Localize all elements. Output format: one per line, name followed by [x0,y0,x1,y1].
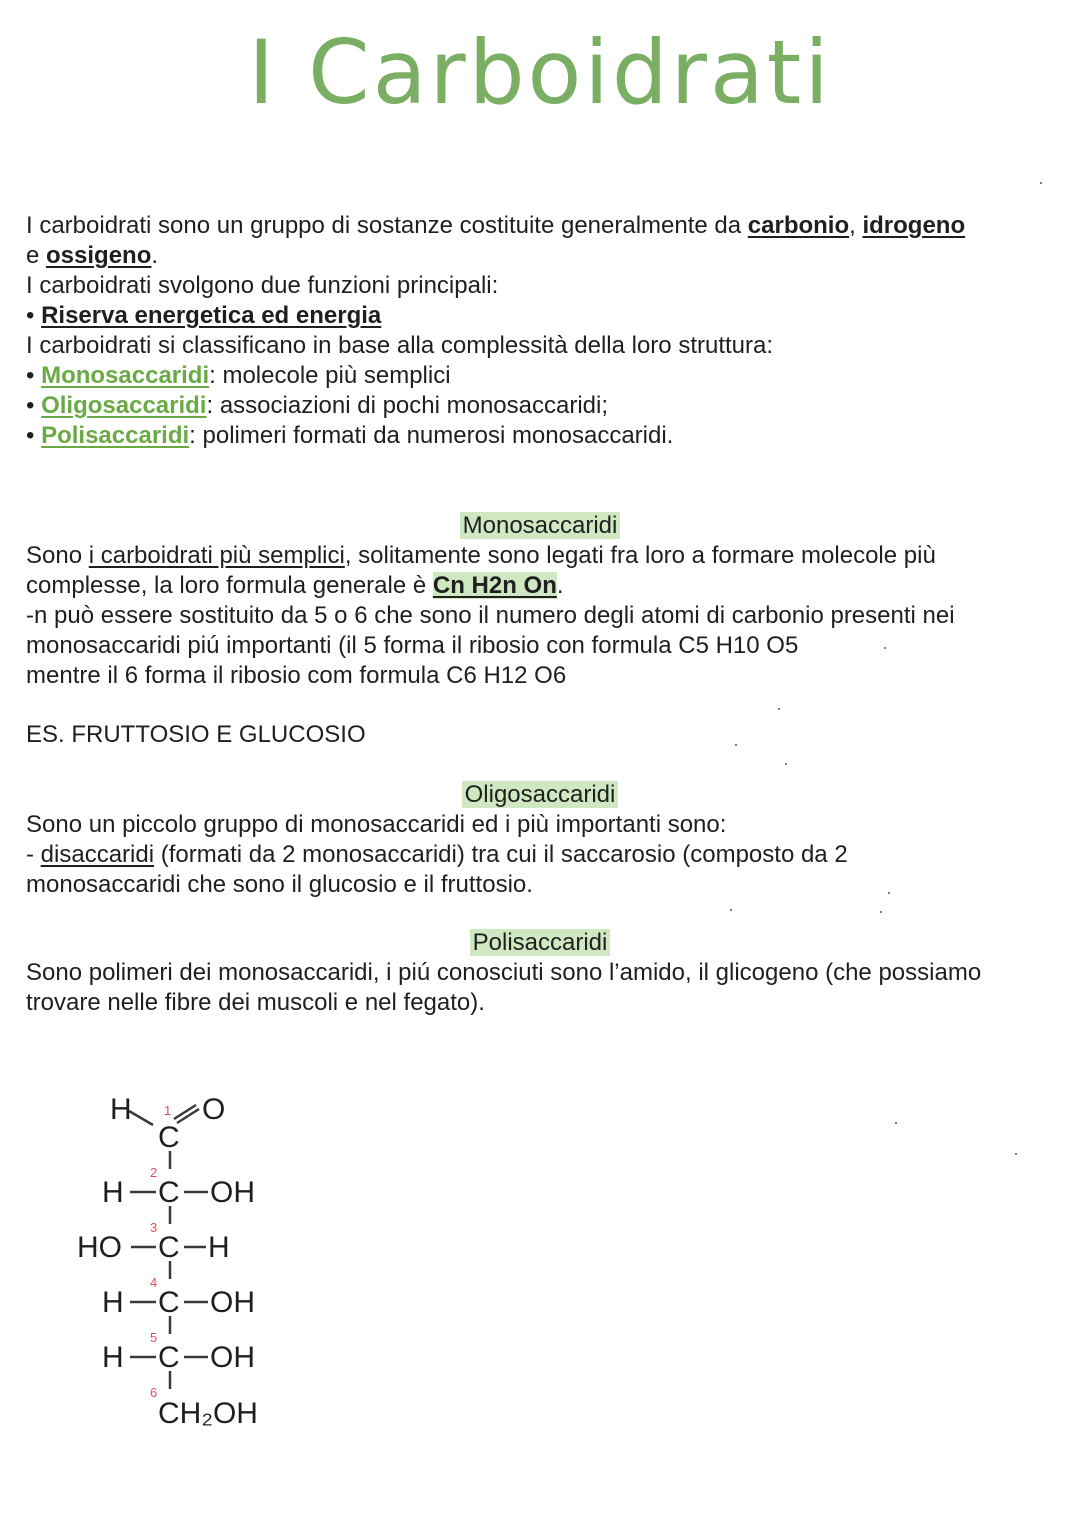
heading-label: Polisaccaridi [470,929,611,956]
comma: , [849,212,856,239]
term-carbonio: carbonio [747,212,850,239]
stray-dot [1040,182,1042,184]
intro-section [26,211,1066,451]
poli-line-2: trovare nelle fibre dei muscoli e nel fegato). [26,989,485,1016]
atom-h: H [110,1093,132,1126]
list-item-polisaccaridi [26,421,1066,451]
list-item-monosaccaridi [26,361,1066,391]
intro-line-4 [26,301,1066,331]
intro-text: I carboidrati sono un gruppo di sostanze costituite generalmente da [26,212,748,239]
period: . [556,572,564,599]
mono-section [26,541,1066,691]
atom-c: C [158,1121,180,1154]
atom-h: H [102,1286,124,1319]
atom-h: H [208,1231,230,1264]
section-heading-polisaccaridi [0,928,1080,958]
stray-dot [895,1122,897,1124]
intro-line-1 [26,211,1066,241]
stray-dot [880,911,882,913]
mono-text: complesse, la loro formula generale è [26,572,433,599]
stray-dot [735,744,737,746]
stray-dot [778,708,780,710]
general-formula: Cn H2n On [432,572,557,599]
term-description: : associazioni di pochi monosaccaridi; [206,392,609,419]
bullet-icon: • [26,302,35,329]
mono-text: Sono [26,542,89,569]
mono-line-5: mentre il 6 forma il ribosio com formula C6 H12 O6 [26,662,567,689]
stray-dot [888,892,890,894]
intro-line-5: I carboidrati si classificano in base alla complessità della loro struttura: [26,332,774,359]
oligo-text: - [26,841,41,868]
oligo-section [26,810,1066,900]
mono-line-3: -n può essere sostituito da 5 o 6 che sono il numero degli atomi di carbonio presenti nei [26,602,955,629]
atom-c: C [158,1286,180,1319]
carbon-number: 3 [150,1220,158,1235]
heading-label: Oligosaccaridi [462,781,619,808]
group-ho: HO [77,1231,122,1264]
atom-h: H [102,1176,124,1209]
group-oh: OH [210,1286,255,1319]
mono-line-1 [26,541,1066,571]
page-title: I Carboidrati [248,21,832,124]
atom-o: O [202,1093,226,1126]
example-text: ES. FRUTTOSIO E GLUCOSIO [26,721,366,748]
atom-c: C [158,1341,180,1374]
carbon-number: 4 [150,1275,158,1290]
stray-dot [1015,1153,1017,1155]
oligo-text: (formati da 2 monosaccaridi) tra cui il saccarosio (composto da 2 [154,841,848,868]
intro-line-3: I carboidrati svolgono due funzioni principali: [26,272,499,299]
bullet-icon: • [26,422,35,449]
mono-line-4: monosaccaridi piú importanti (il 5 forma il ribosio con formula C5 H10 O5 [26,632,799,659]
stray-dot [785,763,787,765]
example-line [26,720,1066,750]
stray-dot [730,909,732,911]
mono-underlined: i carboidrati più semplici [88,542,345,569]
group-oh: OH [210,1176,255,1209]
list-item-oligosaccaridi [26,391,1066,421]
term-ossigeno: ossigeno [46,242,152,269]
atom-c: C [158,1176,180,1209]
intro-line-2 [26,241,1066,271]
atoms [77,1093,258,1430]
intro-text: e [26,242,47,269]
carbon-number: 1 [164,1103,172,1118]
carbon-number: 2 [150,1165,158,1180]
carbon-number: 5 [150,1330,158,1345]
term-monosaccaridi: Monosaccaridi [41,362,210,389]
section-heading-monosaccaridi [0,511,1080,541]
oligo-line-3: monosaccaridi che sono il glucosio e il fruttosio. [26,871,533,898]
bond [129,1111,153,1125]
poli-line-1: Sono polimeri dei monosaccaridi, i piú conosciuti sono l’amido, il glicogeno (che possiamo [26,959,982,986]
oligo-line-2 [26,840,1066,870]
poli-section [26,958,1066,1018]
group-oh: OH [210,1341,255,1374]
term-idrogeno: idrogeno [862,212,966,239]
section-heading-oligosaccaridi [0,780,1080,810]
carbon-number: 6 [150,1385,158,1400]
term-polisaccaridi: Polisaccaridi [41,422,190,449]
bullet-icon: • [26,392,35,419]
period: . [151,242,159,269]
atom-h: H [102,1341,124,1374]
stray-dot [884,647,886,649]
mono-line-2 [26,571,1066,601]
term-description: : polimeri formati da numerosi monosaccaridi. [189,422,674,449]
bullet-icon: • [26,362,35,389]
group-ch2oh: CH₂OH [158,1397,258,1430]
heading-label: Monosaccaridi [460,512,621,539]
term-description: : molecole più semplici [209,362,451,389]
mono-text: , solitamente sono legati fra loro a formare molecole più [344,542,936,569]
oligo-line-1: Sono un piccolo gruppo di monosaccaridi ed i più importanti sono: [26,811,727,838]
term-disaccaridi: disaccaridi [40,841,155,868]
term-riserva: Riserva energetica ed energia [41,302,382,329]
term-oligosaccaridi: Oligosaccaridi [41,392,207,419]
atom-c: C [158,1231,180,1264]
glucose-structure-diagram [70,1085,300,1435]
